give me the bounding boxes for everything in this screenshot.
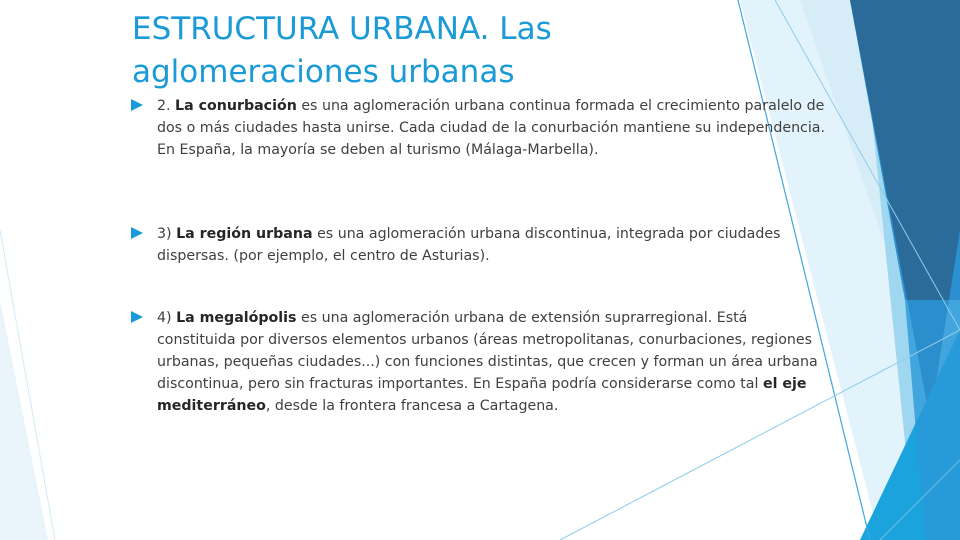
bullet-description: es una aglomeración urbana de extensión suprarregional. Está constituida por diversos elementos urbanos (áreas metropolitanas, conurbaciones, regiones urbanas, pequeñas ciudades...) con funciones distintas, que crecen y forman un área urbana discontinua, pero sin fracturas importantes. En España podría considerarse como tal: [157, 310, 818, 392]
bullet-number: 3): [157, 226, 177, 242]
bullet-term: La región urbana: [176, 226, 313, 242]
bullet-number: 2.: [157, 98, 176, 114]
triangle-bullet-icon: [130, 226, 144, 240]
bullet-term: La conurbación: [175, 98, 297, 114]
bullet-text: [157, 223, 827, 267]
bullet-description: es una aglomeración urbana continua formada el crecimiento paralelo de dos o más ciudades hasta unirse. Cada ciudad de la conurbación mantiene su independencia. En España, la mayoría se deben al turismo (Málaga-Marbella).: [157, 98, 826, 158]
triangle-bullet-icon: [130, 310, 144, 324]
bullet-number: 4): [157, 310, 177, 326]
left-facet-shape: [0, 300, 48, 540]
bullet-text: [157, 307, 827, 417]
bullet-text: [157, 95, 827, 161]
bullet-term: La megalópolis: [176, 310, 297, 326]
bullet-term-highlight: el eje mediterráneo: [157, 376, 807, 414]
slide-title: ESTRUCTURA URBANA. Las aglomeraciones urbanas: [132, 11, 552, 90]
triangle-bullet-icon: [130, 98, 144, 112]
bullet-description: es una aglomeración urbana discontinua, integrada por ciudades dispersas. (por ejemplo, el centro de Asturias).: [157, 226, 781, 264]
bullet-description-end: , desde la frontera francesa a Cartagena.: [265, 398, 559, 414]
